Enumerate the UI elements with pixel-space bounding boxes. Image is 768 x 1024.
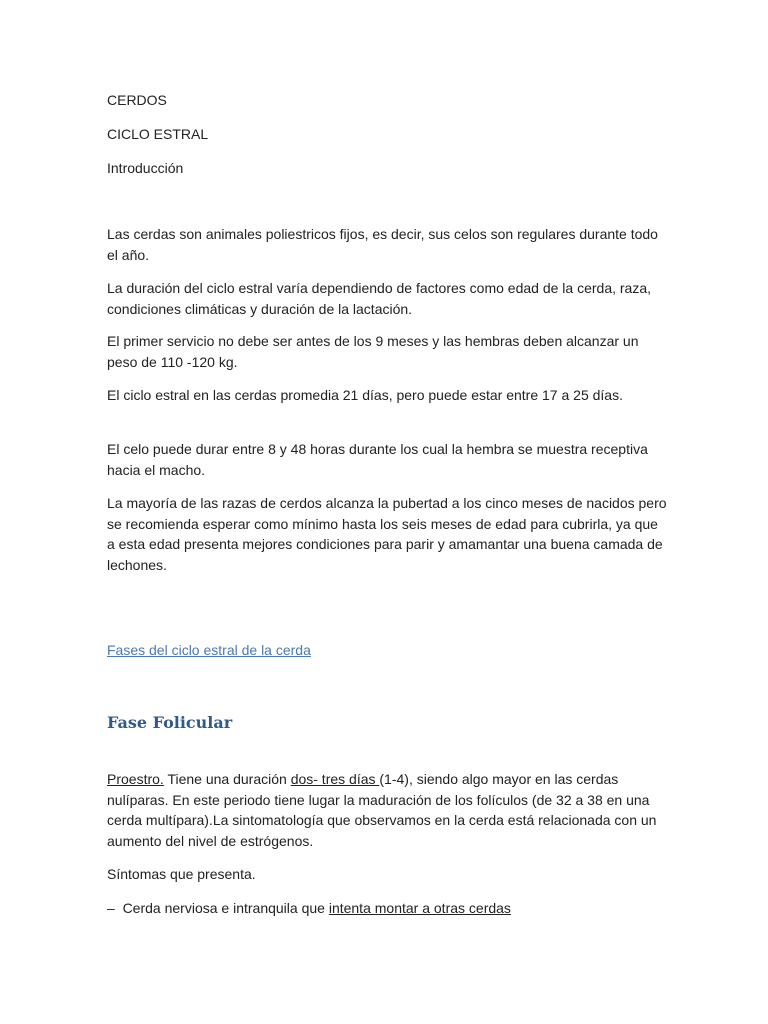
proestro-duration: dos- tres días: [290, 771, 380, 787]
document-title: CERDOS: [107, 92, 167, 108]
paragraph-6: La mayoría de las razas de cerdos alcanza la pubertad a los cinco meses de nacidos pero se recomienda esperar como mínimo hasta los seis meses de edad para cubrirla, ya que a esta edad presenta mejores condiciones para parir y amamantar una buena camada de lechones.: [107, 495, 667, 573]
proestro-text-b: (1-4), siendo algo mayor en las cerdas nulíparas. En este periodo tiene lugar la maduración de los folículos (de 32 a 38 en una cerda multípara).La sintomatología que observamos en la cerda está relacionada con un aumento del nivel de estrógenos.: [107, 771, 657, 849]
proestro-term: Proestro.: [107, 771, 164, 787]
symptom-list-item: [107, 898, 511, 919]
paragraph-5: El celo puede durar entre 8 y 48 horas durante los cual la hembra se muestra receptiva hacia el macho.: [107, 441, 648, 478]
paragraph-1: Las cerdas son animales poliestricos fijos, es decir, sus celos son regulares durante todo el año.: [107, 226, 658, 263]
paragraph-3: El primer servicio no debe ser antes de los 9 meses y las hembras deben alcanzar un peso de 110 -120 kg.: [107, 333, 639, 370]
bullet-text: Cerda nerviosa e intranquila que: [114, 900, 329, 916]
proestro-paragraph: [107, 769, 667, 851]
proestro-text-a: Tiene una duración: [163, 771, 291, 787]
document-subtitle: CICLO ESTRAL: [107, 126, 209, 142]
symptoms-label: Síntomas que presenta.: [107, 866, 256, 882]
bullet-underlined-text: intenta montar a otras cerdas: [328, 900, 511, 916]
phases-link[interactable]: Fases del ciclo estral de la cerda: [107, 642, 311, 658]
intro-label: Introducción: [107, 160, 184, 176]
paragraph-4: El ciclo estral en las cerdas promedia 21 días, pero puede estar entre 17 a 25 días.: [107, 387, 623, 403]
bullet-dash: –: [107, 900, 115, 916]
section-heading: Fase Folicular: [107, 713, 233, 732]
paragraph-2: La duración del ciclo estral varía dependiendo de factores como edad de la cerda, raza, condiciones climáticas y duración de la lactación.: [107, 280, 652, 317]
